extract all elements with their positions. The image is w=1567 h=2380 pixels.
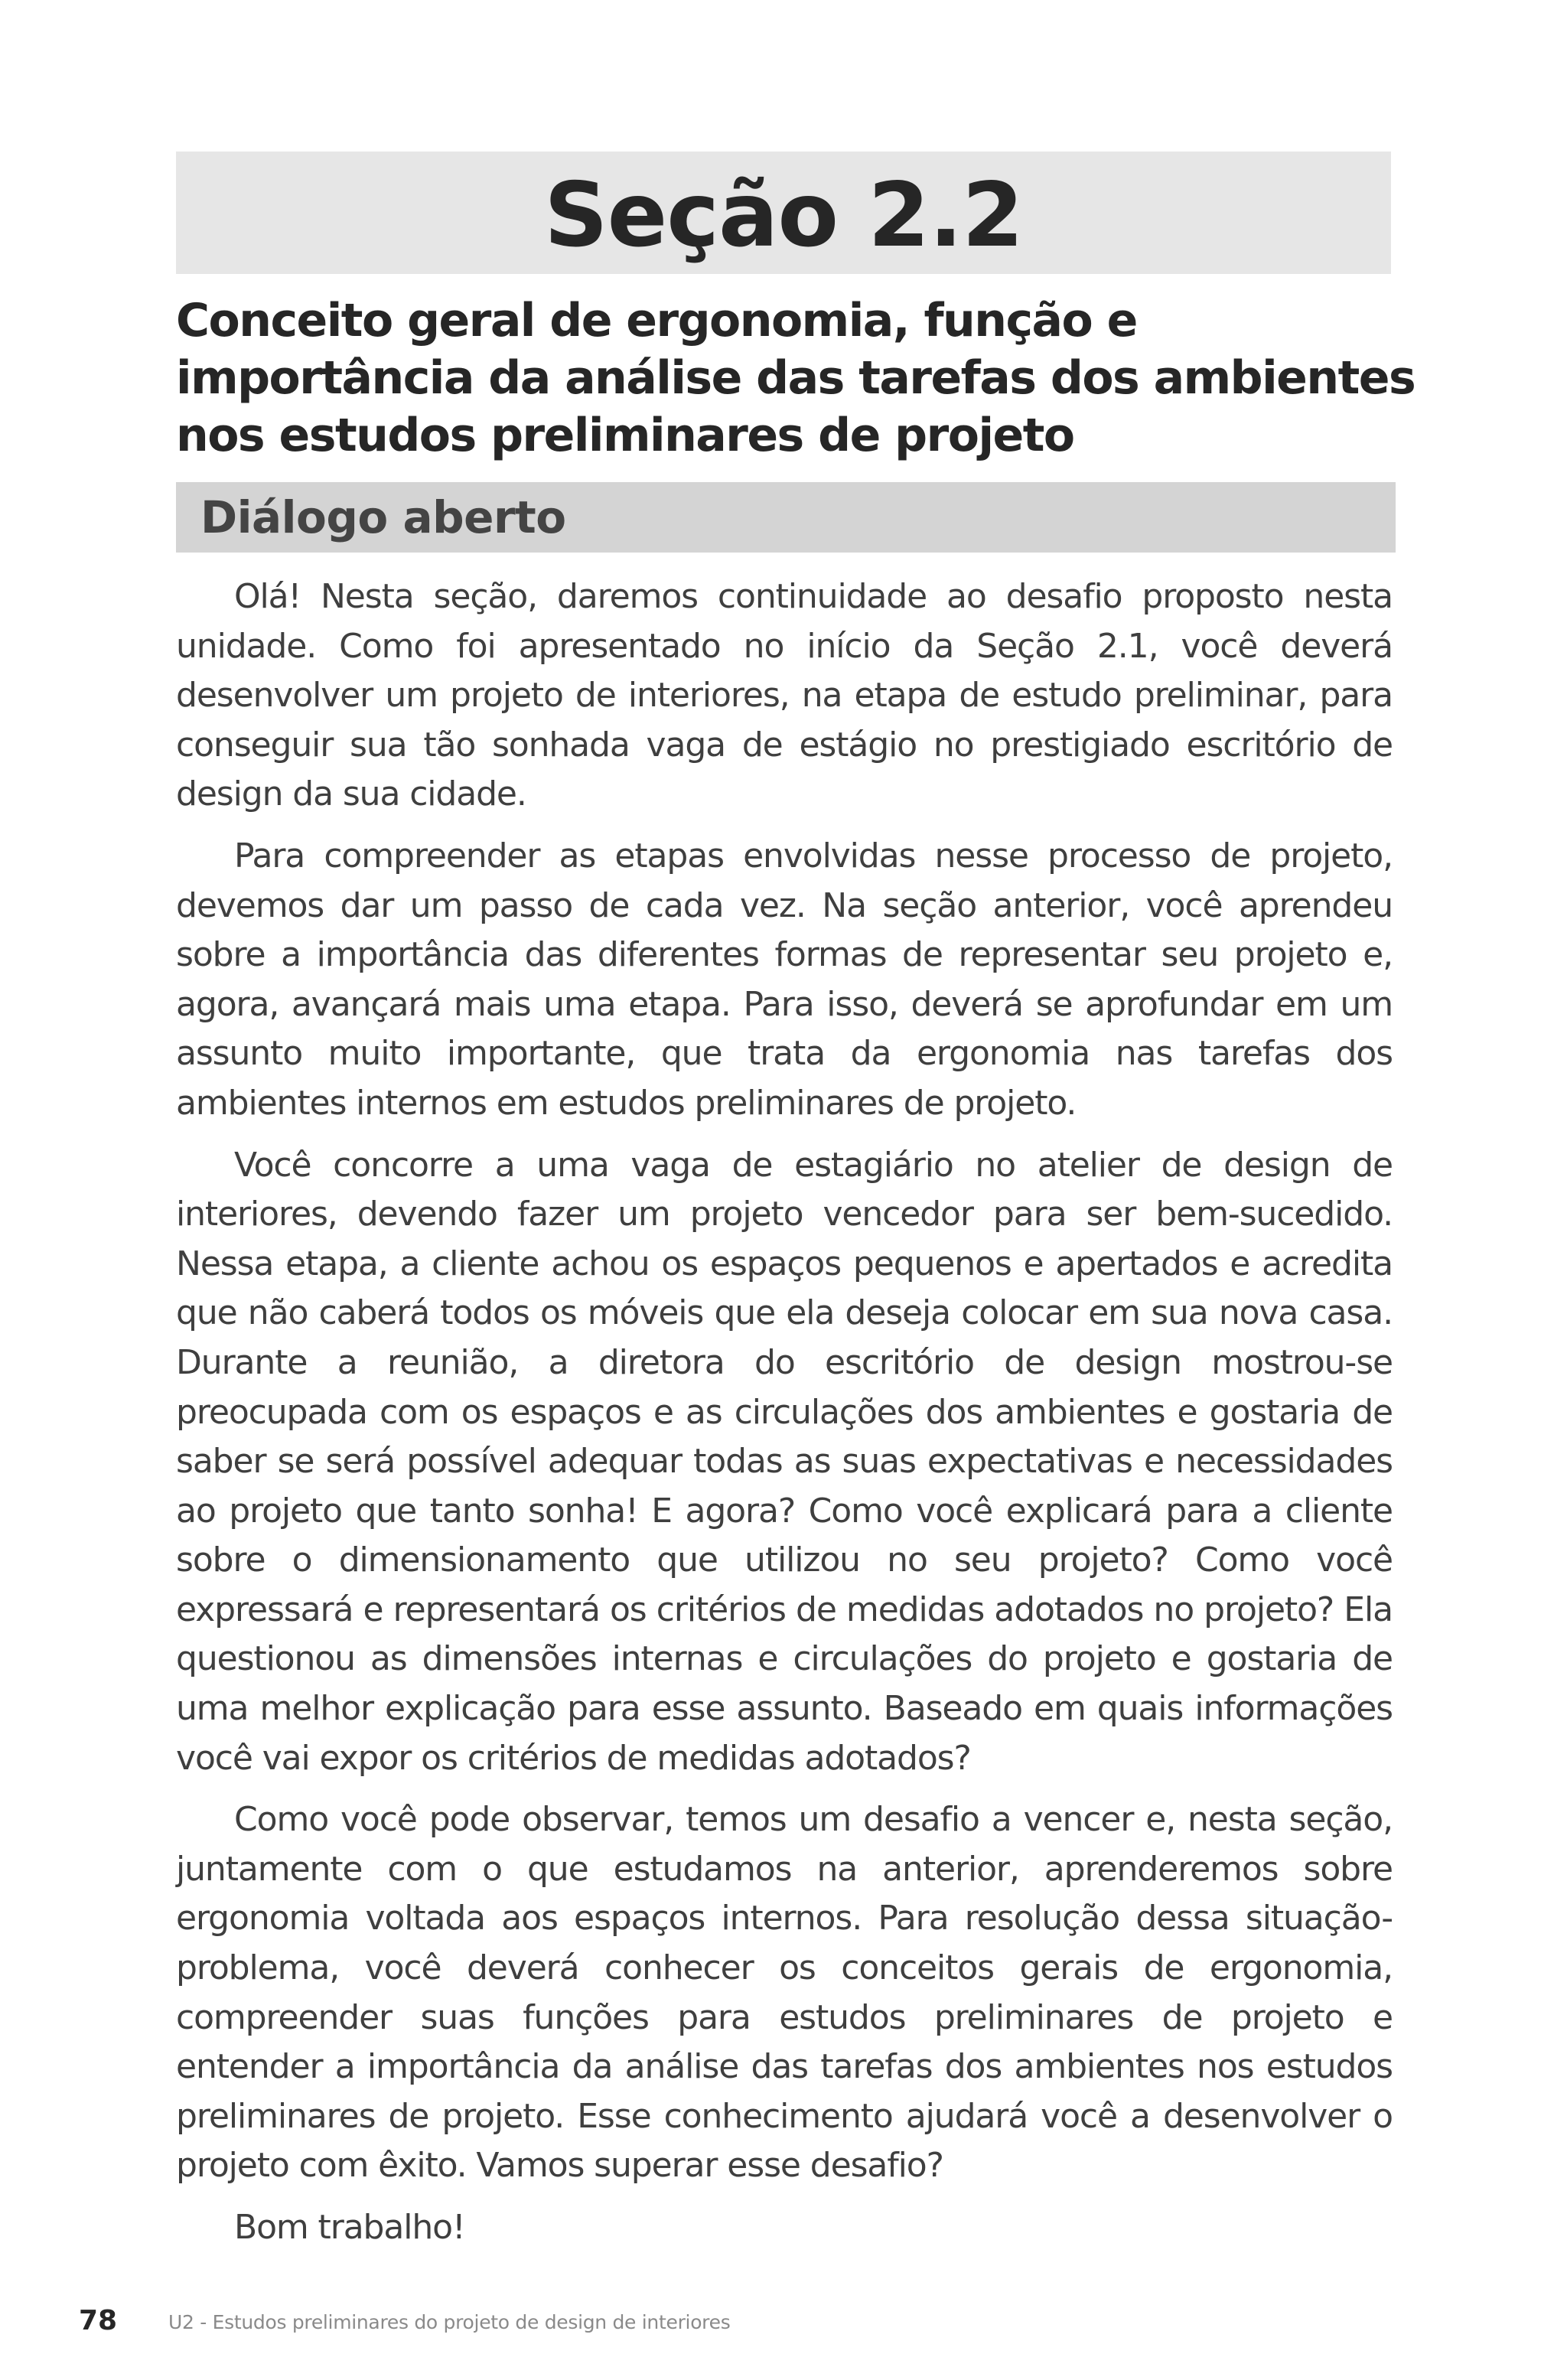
page-number: 78 [79,2305,118,2336]
dialog-title: Diálogo aberto [200,491,566,543]
paragraph: Você concorre a uma vaga de estagiário no atelier de design de interiores, devendo fazer um projeto vencedor para ser bem-sucedido. Nessa etapa, a cliente achou os espaços pequenos e apertados e acredita que não caberá todos os móveis que ela deseja colocar em sua nova casa. Durante a reunião, a diretora do escritório de design mostrou-se preocupada com os espaços e as circulações dos ambientes e gostaria de saber se será possível adequar todas as suas expectativas e necessidades ao projeto que tanto sonha! E agora? Como você explicará para a cliente sobre o dimensionamento que utilizou no seu projeto? Como você expressará e representará os critérios de medidas adotados no projeto? Ela questionou as dimensões internas e circulações do projeto e gostaria de uma melhor explicação para esse assunto. Baseado em quais informações você vai expor os critérios de medidas adotados? [176,1145,1393,1778]
running-title: U2 - Estudos preliminares do projeto de design de interiores [168,2311,731,2333]
paragraph: Para compreender as etapas envolvidas nesse processo de projeto, devemos dar um passo de cada vez. Na seção anterior, você aprendeu sobre a importância das diferentes formas de representar seu projeto e, agora, avançará mais uma etapa. Para isso, deverá se aprofundar em um assunto muito importante, que trata da ergonomia nas tarefas dos ambientes internos em estudos preliminares de projeto. [176,836,1393,1123]
section-banner [176,152,1391,274]
paragraph: Olá! Nesta seção, daremos continuidade ao desafio proposto nesta unidade. Como foi apresentado no início da Seção 2.1, você deverá desenvolver um projeto de interiores, na etapa de estudo preliminar, para conseguir sua tão sonhada vaga de estágio no prestigiado escritório de design da sua cidade. [176,577,1393,814]
section-title: Seção 2.2 [544,164,1023,267]
paragraph: Como você pode observar, temos um desafio a vencer e, nesta seção, juntamente com o que estudamos na anterior, aprenderemos sobre ergonomia voltada aos espaços internos. Para resolução dessa situação-problema, você deverá conhecer os conceitos gerais de ergonomia, compreender suas funções para estudos preliminares de projeto e entender a importância da análise das tarefas dos ambientes nos estudos preliminares de projeto. Esse conhecimento ajudará você a desenvolver o projeto com êxito. Vamos superar esse desafio? [176,1800,1393,2186]
body-text [176,572,1393,2265]
paragraph: Bom trabalho! [234,2208,465,2247]
chapter-heading [176,292,1416,465]
chapter-heading-line: nos estudos preliminares de projeto [176,409,1074,462]
chapter-heading-line: importância da análise das tarefas dos ambientes [176,351,1416,405]
chapter-heading-line: Conceito geral de ergonomia, função e [176,294,1137,347]
dialog-banner [176,482,1396,553]
